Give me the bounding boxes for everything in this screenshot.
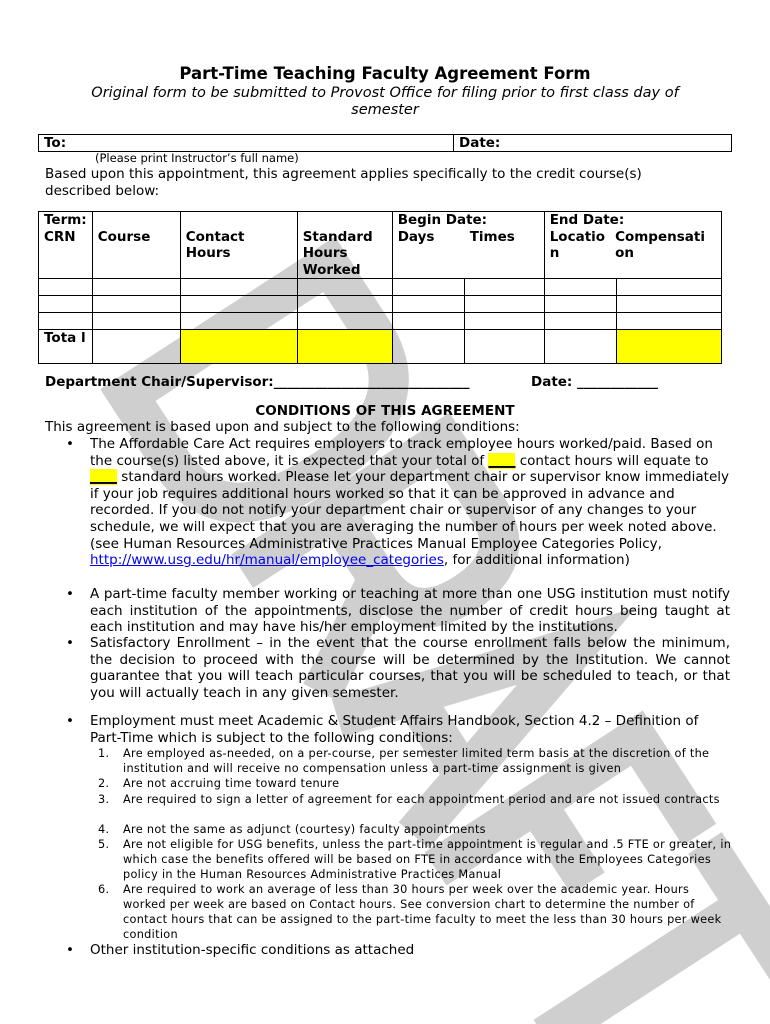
list-item: 1. Are employed as-needed, on a per-course, per semester limited term basis at the discretion of the institution and will receive no compensation unless a part-time assignment is given	[98, 747, 710, 775]
date-label: Date:	[459, 135, 501, 151]
chair-label: Department Chair/Supervisor:	[45, 374, 274, 390]
compensation-header: Compensati on	[615, 228, 705, 261]
employee-categories-link[interactable]: http://www.usg.edu/hr/manual/employee_categories	[90, 552, 444, 569]
days-header: Days	[397, 228, 435, 245]
begin-date-header-cell	[392, 212, 544, 279]
chair-line[interactable]: _____________________________	[273, 374, 470, 390]
table-row[interactable]	[39, 313, 722, 330]
condition-multi-institution: • A part-time faculty member working or teaching at more than one USG institution must notify each institution of the appointments, disclose the number of credit hours being taught at each institution and may have his/her employment limited by the institutions.	[90, 586, 730, 636]
standard-hours-header: Standard Hours Worked	[302, 228, 373, 278]
end-date-label: End Date:	[549, 212, 625, 228]
contact-hours-header-cell	[180, 212, 297, 279]
course-header-cell	[92, 212, 180, 279]
condition-employment: • Employment must meet Academic & Student Affairs Handbook, Section 4.2 – Definition of Part-Time which is subject to the following conditions:	[90, 713, 730, 746]
signature-date-line[interactable]: ____________	[577, 374, 659, 390]
table-row[interactable]	[39, 279, 722, 296]
total-compensation[interactable]	[616, 330, 721, 364]
page-subtitle: Original form to be submitted to Provost Office for filing prior to first class day of semester	[91, 85, 679, 118]
total-label: Tota l	[39, 330, 93, 364]
list-item: 2. Are not accruing time toward tenure	[98, 777, 340, 790]
page-title: Part-Time Teaching Faculty Agreement Form	[179, 64, 591, 83]
signature-date-label: Date:	[531, 374, 573, 390]
course-table	[38, 211, 722, 364]
list-item: 6. Are required to work an average of less than 30 hours per week over the academic year. Hours worked per week are based on Contact hours. See conversion chart to determine the number of contact hours that can be assigned to the part-time faculty to meet the less than 30 hours per week condition	[98, 883, 722, 941]
list-item: 3. Are required to sign a letter of agreement for each appointment period and are not issued contracts	[98, 793, 720, 806]
to-label: To:	[44, 135, 67, 151]
begin-date-label: Begin Date:	[397, 212, 488, 228]
condition-enrollment: • Satisfactory Enrollment – in the event that the course enrollment falls below the minimum, the decision to proceed with the course will be determined by the Institution. We cannot guarantee that you will teach particular courses, that you will be scheduled to teach, or that you will actually teach in any given semester.	[90, 635, 730, 701]
conditions-heading: CONDITIONS OF THIS AGREEMENT	[255, 403, 515, 419]
date-field[interactable]	[454, 135, 732, 152]
list-item: 4. Are not the same as adjunct (courtesy) faculty appointments	[98, 823, 486, 836]
table-row[interactable]	[39, 296, 722, 313]
signature-date[interactable]	[531, 374, 658, 390]
location-header: Locatio n	[549, 228, 606, 261]
condition-aca: • The Affordable Care Act requires employers to track employee hours worked/paid. Based on the course(s) listed above, it is expected that your total of ____ contact hours will equate to ____ standard hours worked. Please let your department chair or supervisor know immediately if your job requires additional hours worked so that it can be approved in advance and recorded. If you do not notify your department chair or supervisor of any changes to your schedule, we will expect that you are averaging the number of hours per week noted above. (see Human Resources Administrative Practices Manual Employee Categories Policy, http://www.usg.edu/hr/manual/employee_categories, for additional information)	[90, 436, 730, 569]
total-contact-hours[interactable]	[180, 330, 297, 364]
times-header: Times	[469, 228, 515, 245]
conditions-intro: This agreement is based upon and subject to the following conditions:	[45, 419, 520, 435]
total-standard-hours[interactable]	[297, 330, 392, 364]
course-header: Course	[97, 228, 151, 245]
chair-signature[interactable]	[45, 374, 469, 390]
crn-header: CRN	[44, 228, 76, 245]
table-header-row	[39, 212, 722, 279]
instructor-name-note: (Please print Instructor’s full name)	[95, 151, 299, 165]
total-row	[39, 330, 722, 364]
end-date-header-cell	[544, 212, 721, 279]
standard-hours-header-cell	[297, 212, 392, 279]
to-field[interactable]	[39, 135, 454, 152]
to-date-row	[38, 134, 732, 152]
standard-hours-blank[interactable]: ____	[90, 469, 117, 486]
condition-other: • Other institution-specific conditions as attached	[90, 942, 730, 959]
contact-hours-header: Contact Hours	[185, 228, 245, 261]
list-item: 5. Are not eligible for USG benefits, unless the part-time appointment is regular and .5 FTE or greater, in which case the benefits offered will be based on FTE in accordance with the Employees Categories policy in the Human Resources Administrative Practices Manual	[98, 838, 732, 881]
intro-text: Based upon this appointment, this agreement applies specifically to the credit course(s) described below:	[45, 166, 642, 199]
contact-hours-blank[interactable]: ____	[488, 452, 516, 469]
term-crn-header	[39, 212, 93, 279]
term-label: Term:	[44, 212, 87, 228]
